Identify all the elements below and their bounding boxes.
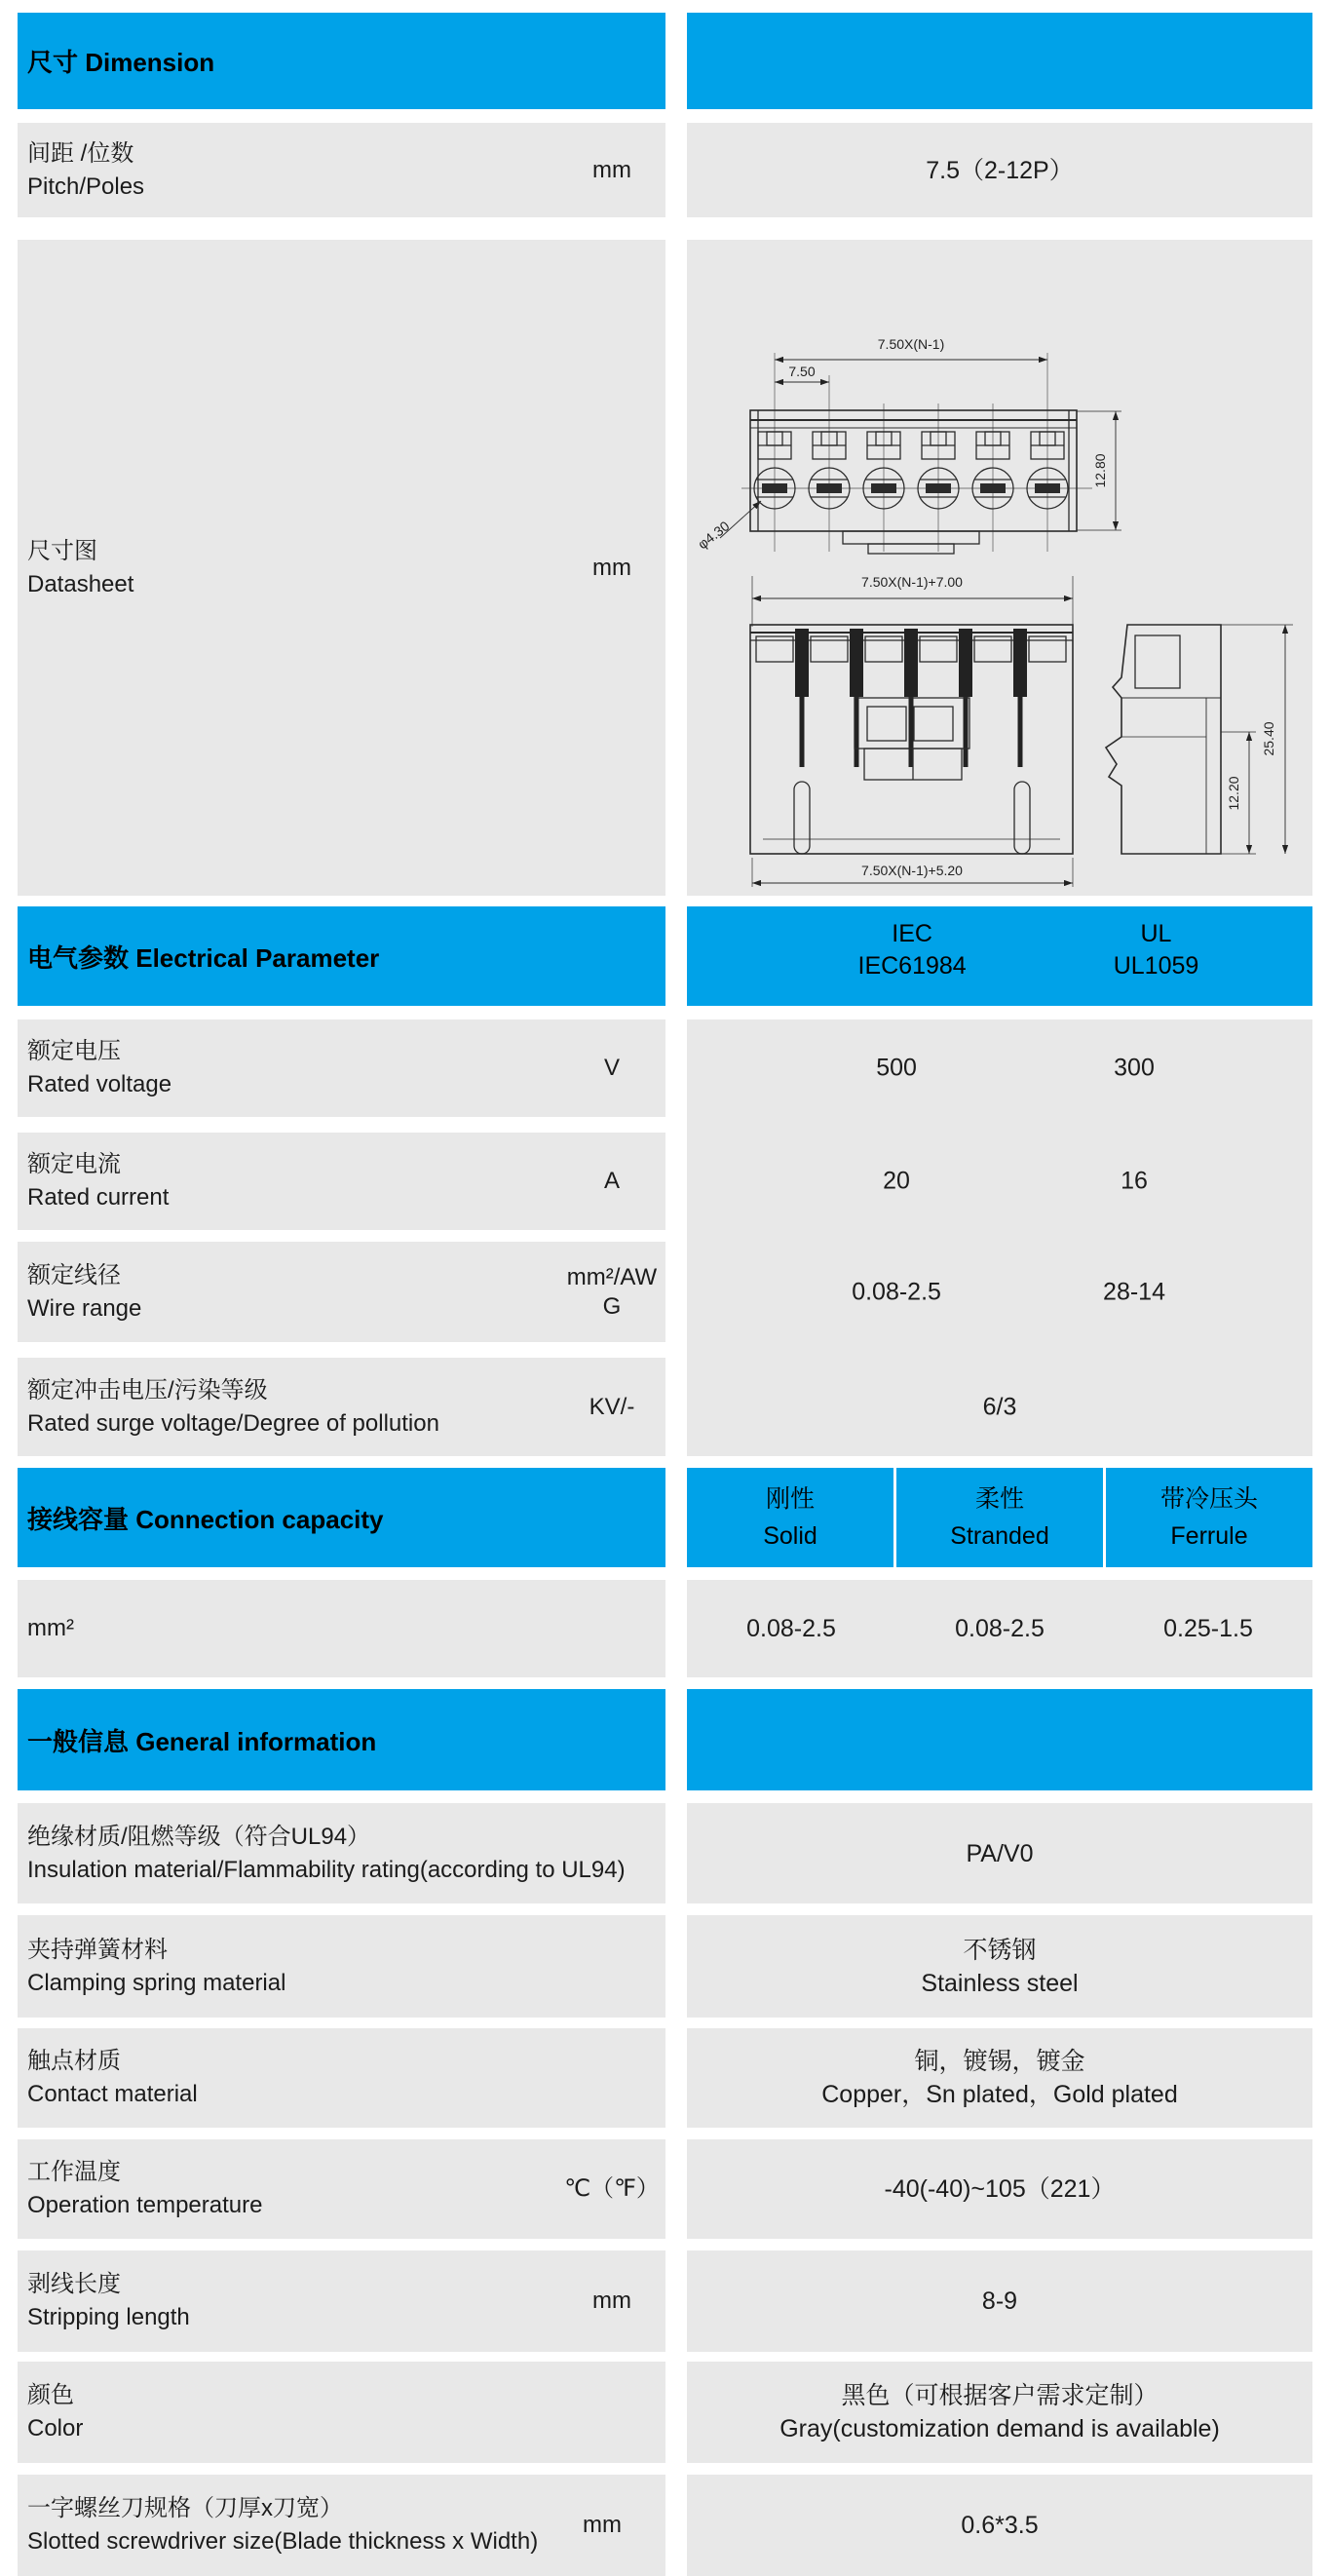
value-iec: 20 [883, 1167, 910, 1195]
dim-front-height: 12.80 [1092, 453, 1108, 488]
section-header-dimension-label: 尺寸 Dimension [27, 48, 215, 77]
electrical-standards-header [687, 906, 1312, 1006]
label-zh: 间距 /位数 [27, 139, 134, 167]
value-en: Stainless steel [921, 1969, 1079, 1997]
section-header-capacity-label: 接线容量 Connection capacity [27, 1504, 384, 1534]
dim-pitch-total: 7.50X(N-1) [877, 336, 945, 352]
section-capacity-header-row [18, 1468, 1312, 1567]
label-en: Wire range [27, 1294, 142, 1322]
col-en: Ferrule [1170, 1522, 1248, 1550]
label-en: Color [27, 2415, 84, 2441]
values-wire-range [687, 1242, 1312, 1342]
label-zh: 额定电压 [27, 1038, 121, 1064]
value-en: Copper，Sn plated，Gold plated [821, 2081, 1178, 2108]
unit: mm [583, 2512, 622, 2538]
dim-plug-width-bottom: 7.50X(N-1)+5.20 [861, 863, 963, 878]
label-zh: 绝缘材质/阻燃等级（符合UL94） [27, 1823, 371, 1850]
row-pitch-value-cell [687, 123, 1312, 217]
label-zh: 颜色 [27, 2382, 74, 2408]
technical-drawing [687, 240, 1312, 896]
row-wire-range [18, 1242, 665, 1342]
row-color [18, 2362, 1312, 2463]
capacity-unit-label: mm² [27, 1615, 74, 1641]
label-en: Rated voltage [27, 1071, 172, 1097]
row-pitch-label-cell [18, 123, 665, 217]
label-zh: 尺寸图 [27, 537, 97, 564]
value-stranded: 0.08-2.5 [955, 1614, 1045, 1642]
row-datasheet [18, 240, 1312, 896]
unit: V [603, 1055, 620, 1081]
label-zh: 额定冲击电压/污染等级 [27, 1376, 268, 1403]
col-zh: 柔性 [974, 1485, 1024, 1513]
values-surge-voltage [687, 1358, 1312, 1456]
label-zh: 工作温度 [27, 2159, 121, 2185]
value: 8-9 [981, 2288, 1018, 2315]
row-datasheet-label-cell [18, 240, 665, 896]
capacity-col-ferrule [1106, 1468, 1312, 1567]
unit: mm [592, 156, 631, 183]
value: 0.6*3.5 [961, 2512, 1039, 2539]
dim-hole-dia: φ4.30 [694, 518, 733, 553]
row-rated-voltage [18, 1019, 665, 1117]
label-zh: 剥线长度 [27, 2271, 121, 2297]
value-zh: 铜，镀锡，镀金 [914, 2048, 1085, 2075]
value: PA/V0 [966, 1839, 1034, 1867]
label-zh: 额定电流 [27, 1151, 121, 1177]
label-en: Contact material [27, 2081, 198, 2107]
dim-plug-width-top: 7.50X(N-1)+7.00 [861, 574, 963, 590]
value-solid: 0.08-2.5 [746, 1614, 836, 1642]
label-en: Operation temperature [27, 2192, 263, 2218]
pitch-value: 7.5（2-12P） [926, 156, 1074, 184]
capacity-col-solid [687, 1468, 893, 1567]
unit: ℃（℉） [564, 2175, 660, 2202]
label-en: Stripping length [27, 2304, 190, 2330]
section-electrical-header-row [18, 906, 1312, 1006]
col-en: Solid [763, 1522, 817, 1550]
value-zh: 不锈钢 [963, 1936, 1037, 1964]
electrical-labels-column [18, 1019, 665, 1456]
capacity-col-stranded [896, 1468, 1103, 1567]
label-en: Rated current [27, 1184, 170, 1211]
section-header-electrical [18, 906, 665, 1006]
standard-ul [1114, 918, 1199, 982]
value-en: Gray(customization demand is available) [779, 2415, 1220, 2442]
value-ul: 28-14 [1103, 1278, 1165, 1305]
dim-side-height: 25.40 [1261, 721, 1276, 756]
row-capacity-values [18, 1580, 1312, 1677]
label-en: Datasheet [27, 570, 134, 597]
values-rated-current [687, 1133, 1312, 1230]
col-zh: 刚性 [765, 1485, 815, 1513]
electrical-values-panel [687, 1019, 1312, 1456]
value-ul: 300 [1114, 1054, 1155, 1082]
standard-iec [858, 918, 967, 982]
dim-side-lower-height: 12.20 [1226, 776, 1241, 811]
value-ul: 16 [1121, 1167, 1148, 1195]
section-header-electrical-label: 电气参数 Electrical Parameter [27, 942, 380, 973]
clamp-windows [758, 432, 1064, 459]
unit: KV/- [589, 1393, 635, 1420]
unit: mm [592, 554, 631, 581]
dim-pitch: 7.50 [788, 364, 816, 379]
row-rated-current [18, 1133, 665, 1230]
unit: A [603, 1168, 620, 1194]
standard-iec-name: IEC [892, 920, 932, 947]
row-insulation [18, 1803, 1312, 1903]
standard-iec-code: IEC61984 [857, 952, 967, 980]
capacity-columns-header [687, 1468, 1312, 1567]
section-header-general-right [687, 1689, 1312, 1790]
section-header-general-label: 一般信息 General information [27, 1726, 377, 1756]
section-dimension-header-row [18, 13, 1312, 109]
row-surge-voltage [18, 1358, 665, 1456]
row-pitch [18, 123, 1312, 217]
side-view-drawing [1106, 625, 1293, 854]
row-datasheet-label [18, 535, 558, 601]
label-zh: 额定线径 [27, 1261, 121, 1288]
label-en: Clamping spring material [27, 1969, 286, 1996]
label-zh: 夹持弹簧材料 [27, 1936, 168, 1963]
section-header-general [18, 1689, 665, 1790]
capacity-values-cell [687, 1580, 1312, 1677]
row-screwdriver-size [18, 2475, 1312, 2576]
col-en: Stranded [950, 1522, 1049, 1550]
section-general-header-row [18, 1689, 1312, 1790]
standard-ul-code: UL1059 [1113, 952, 1199, 980]
values-rated-voltage [687, 1019, 1312, 1117]
row-contact-material [18, 2028, 1312, 2128]
col-zh: 带冷压头 [1159, 1485, 1258, 1513]
row-operation-temperature [18, 2139, 1312, 2239]
value-zh: 黑色（可根据客户需求定制） [841, 2382, 1159, 2409]
value-iec: 0.08-2.5 [852, 1278, 941, 1305]
label-zh: 一字螺丝刀规格（刀厚x刀宽） [27, 2495, 343, 2521]
electrical-rows [18, 1019, 1312, 1456]
value-ferrule: 0.25-1.5 [1163, 1614, 1253, 1642]
label-zh: 触点材质 [27, 2048, 121, 2074]
unit: mm [592, 2288, 631, 2314]
label-en: Insulation material/Flammability rating(according to UL94) [27, 1856, 626, 1883]
front-view-drawing [695, 336, 1121, 554]
section-header-dimension-right [687, 13, 1312, 109]
capacity-label-cell [18, 1580, 665, 1677]
row-clamping-spring [18, 1915, 1312, 2018]
unit: mm²/AWG [566, 1263, 658, 1320]
section-header-dimension [18, 13, 665, 109]
row-pitch-label [18, 137, 558, 204]
standard-ul-name: UL [1140, 920, 1172, 947]
label-en: Rated surge voltage/Degree of pollution [27, 1409, 439, 1437]
row-stripping-length [18, 2250, 1312, 2352]
section-header-capacity [18, 1468, 665, 1567]
label-en: Pitch/Poles [27, 173, 145, 200]
label-en: Slotted screwdriver size(Blade thickness x Width) [27, 2528, 539, 2555]
value: -40(-40)~105（221） [884, 2175, 1116, 2203]
value-iec: 500 [876, 1054, 917, 1082]
row-datasheet-drawing-cell [687, 240, 1312, 896]
plug-front-drawing [750, 574, 1073, 887]
value-merged: 6/3 [982, 1393, 1017, 1420]
